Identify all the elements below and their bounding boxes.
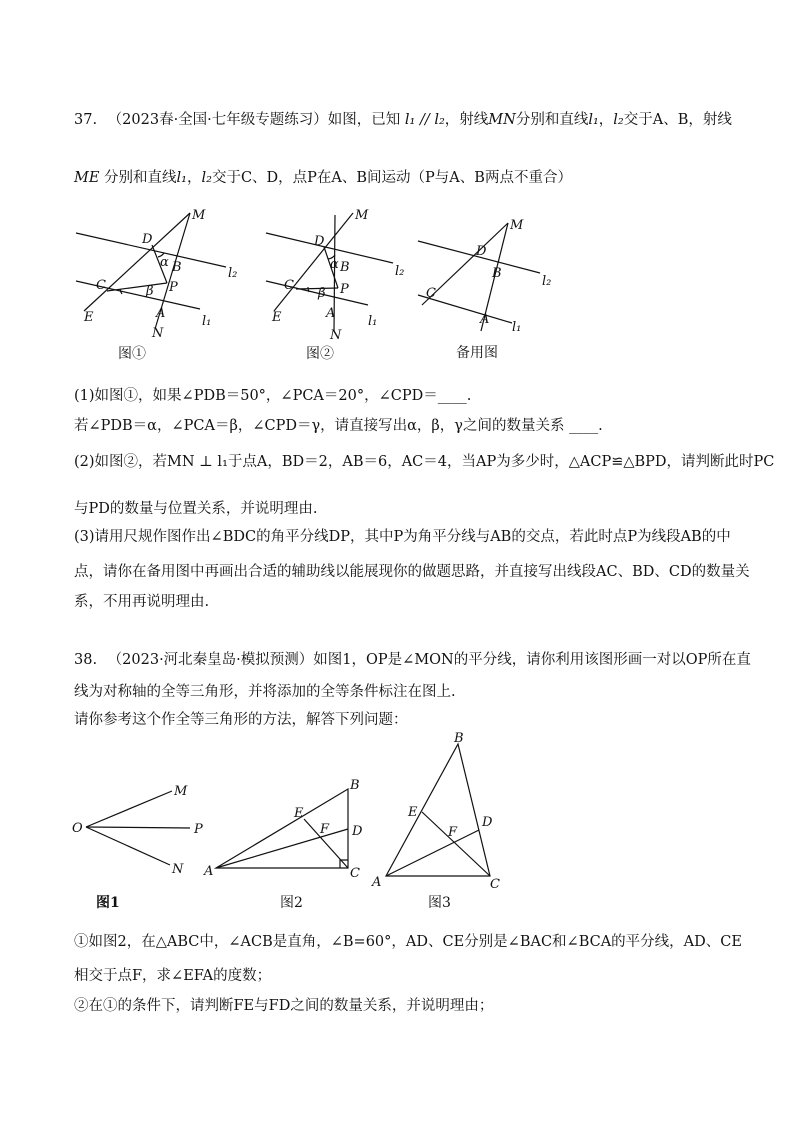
q37-l2-b: l₂: [201, 170, 212, 186]
label-c: C: [350, 866, 360, 881]
q37-number: 37.: [74, 112, 98, 128]
caption-fig-1: 图1: [96, 895, 120, 911]
segment-cp: [296, 288, 338, 289]
q37-line-2: [74, 170, 572, 187]
q37-comma-b: ，: [187, 170, 202, 186]
q37-line-1: [74, 112, 732, 129]
q37-comma: ，: [598, 112, 614, 128]
label-b: B: [350, 778, 360, 793]
label-d: D: [482, 815, 493, 830]
q37-line1d: 交于A、B，射线: [623, 112, 732, 128]
label-l1: l₁: [202, 314, 212, 329]
label-m: M: [192, 208, 206, 223]
label-l1: l₁: [512, 320, 522, 335]
q37-source: （2023春·全国·七年级专题练习）: [107, 112, 328, 128]
label-e: E: [272, 310, 282, 325]
label-c: C: [490, 877, 500, 892]
line-l1: [76, 281, 200, 309]
label-d: D: [314, 234, 325, 249]
q37-line1c: 分别和直线: [515, 112, 589, 128]
label-f: F: [320, 822, 330, 837]
caption-fig-1: 图①: [118, 346, 146, 362]
ray-op: [86, 827, 190, 828]
q37-line2a: 分别和直线: [104, 170, 177, 186]
label-p: P: [340, 282, 349, 297]
label-p: P: [169, 280, 178, 295]
q38-figure-2: [200, 775, 380, 915]
q38-line-2: 线为对称轴的全等三角形，并将添加的全等条件标注在图上.: [74, 684, 456, 700]
label-d: D: [352, 824, 363, 839]
label-c: C: [96, 278, 106, 293]
caption-fig-2: 图2: [280, 895, 303, 911]
q37-part-3b: 点，请你在备用图中再画出合适的辅助线以能展现你的做题思路，并直接写出线段AC、BD、CD的数量关: [74, 564, 750, 580]
triangle-abc: [386, 744, 490, 876]
label-e: E: [84, 310, 94, 325]
label-n: N: [330, 328, 342, 343]
q38-line-3: 请你参考这个作全等三角形的方法，解答下列问题：: [74, 712, 408, 728]
label-d: D: [142, 232, 153, 247]
q37-mn: MN: [488, 112, 516, 128]
label-alpha: α: [330, 257, 339, 272]
q37-l2: l₂: [613, 112, 624, 128]
label-f: F: [448, 825, 458, 840]
q37-l1-b: l₁: [176, 170, 187, 186]
q37-figure-spare: [412, 215, 572, 365]
q38-figure-1: [66, 775, 216, 915]
label-beta: β: [318, 286, 326, 301]
label-a: A: [156, 306, 166, 321]
q37-part-1b: 若∠PDB＝α，∠PCA＝β，∠CPD＝γ，请直接写出α，β，γ之间的数量关系 ____.: [74, 418, 603, 434]
q37-figure-1: [68, 205, 248, 365]
label-e: E: [294, 806, 304, 821]
q37-part-2b: 与PD的数量与位置关系，并说明理由.: [74, 501, 318, 517]
label-m: M: [355, 208, 369, 223]
label-n: N: [172, 862, 184, 877]
q37-part-3c: 系，不用再说明理由.: [74, 594, 210, 610]
segment-ce: [422, 812, 490, 876]
label-b: B: [172, 260, 182, 275]
label-o: O: [72, 821, 83, 836]
label-p: P: [194, 822, 203, 837]
q37-line1a: 如图，已知: [327, 112, 401, 128]
label-l2: l₂: [228, 266, 238, 281]
label-b: B: [454, 731, 464, 746]
label-n: N: [152, 326, 164, 341]
label-m: M: [174, 784, 188, 799]
label-l1: l₁: [368, 314, 378, 329]
caption-fig-spare: 备用图: [456, 345, 498, 361]
label-c: C: [284, 278, 294, 293]
angle-beta-arc: [308, 287, 309, 292]
label-b: B: [340, 260, 350, 275]
label-a: A: [480, 312, 490, 327]
label-b: B: [492, 266, 502, 281]
ray-on: [86, 827, 170, 865]
q37-me: ME: [74, 170, 100, 186]
label-beta: β: [146, 284, 154, 299]
q37-line2b: 交于C、D，点P在A、B间运动（P与A、B两点不重合）: [211, 170, 572, 186]
label-a: A: [372, 875, 382, 890]
q38-line1: 如图1，OP是∠MON的平分线，请你利用该图形画一对以OP所在直: [313, 652, 751, 668]
q38-question-1: ①如图2，在△ABC中，∠ACB是直角，∠B=60°，AD、CE分别是∠BAC和∠BCA的平分线，AD、CE: [74, 934, 742, 950]
q38-number: 38.: [74, 652, 98, 668]
label-c: C: [426, 286, 436, 301]
label-l2: l₂: [395, 264, 405, 279]
segment-cp: [107, 283, 167, 291]
q37-figure-2: [258, 205, 438, 365]
label-l2: l₂: [542, 274, 552, 289]
label-e: E: [408, 805, 418, 820]
q37-part-2: (2)如图②，若MN ⊥ l₁于点A，BD＝2，AB＝6，AC＝4，当AP为多少时，△ACP≌△BPD，请判断此时PC: [74, 454, 775, 470]
label-a: A: [204, 864, 214, 879]
q37-part-1: (1)如图①，如果∠PDB＝50°，∠PCA＝20°，∠CPD＝____.: [74, 388, 472, 404]
q37-part-3: (3)请用尺规作图作出∠BDC的角平分线DP，其中P为角平分线与AB的交点，若此时点P为线段AB的中: [74, 529, 731, 545]
q37-parallel: l₁ // l₂: [404, 112, 445, 128]
q38-line-1: [74, 652, 751, 669]
q38-question-2: ②在①的条件下，请判断FE与FD之间的数量关系，并说明理由；: [74, 998, 494, 1014]
q37-l1: l₁: [588, 112, 599, 128]
caption-fig-2: 图②: [306, 346, 334, 362]
q37-line1b: ，射线: [444, 112, 489, 128]
label-alpha: α: [160, 255, 169, 270]
label-d: D: [476, 244, 487, 259]
q38-figure-3: [368, 728, 518, 918]
ray-om: [86, 791, 172, 827]
label-a: A: [326, 306, 336, 321]
q38-source: （2023·河北秦皇岛·模拟预测）: [107, 652, 314, 668]
q38-question-1b: 相交于点F，求∠EFA的度数；: [74, 968, 272, 984]
label-m: M: [510, 218, 524, 233]
caption-fig-3: 图3: [428, 895, 451, 911]
